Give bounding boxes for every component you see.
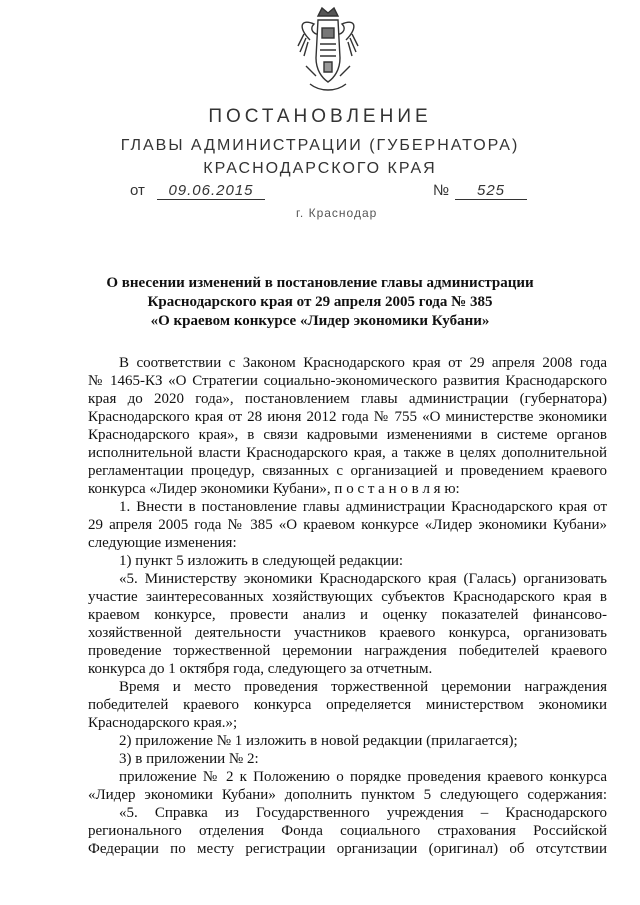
body-line: 1. Внести в постановление главы администрации Краснодарского края от <box>119 499 607 515</box>
body-line: конкурса «Лидер экономики Кубани», п о с т а н о в л я ю: <box>88 481 460 497</box>
document-type-heading: ПОСТАНОВЛЕНИЕ <box>208 106 432 127</box>
issuer-heading: ГЛАВЫ АДМИНИСТРАЦИИ (ГУБЕРНАТОРА) <box>120 137 520 154</box>
body-line: края до 2020 года», постановлением главы администрации (губернатора) <box>88 391 607 407</box>
body-line: регламентации процедур, связанных с организацией и проведением краевого <box>88 463 607 479</box>
body-line: регионального отделения Фонда социального страхования Российской <box>88 823 607 839</box>
body-line: участие заинтересованных хозяйствующих субъектов Краснодарского края в <box>88 589 607 605</box>
coat-of-arms-emblem <box>296 6 360 94</box>
document-title-line: Краснодарского края от 29 апреля 2005 года № 385 <box>147 294 493 310</box>
body-line: 3) в приложении № 2: <box>119 751 259 767</box>
body-line: исполнительной власти Краснодарского края, а также в целях дополнительной <box>88 445 607 461</box>
document-title-line: «О краевом конкурсе «Лидер экономики Кубани» <box>150 313 490 329</box>
document-date: 09.06.2015 <box>157 182 265 200</box>
body-line: хозяйственной деятельности участников краевого конкурса, организовать <box>88 625 607 641</box>
body-line: победителей краевого конкурса определяется министерством экономики <box>88 697 607 713</box>
body-line: № 1465-КЗ «О Стратегии социально-экономического развития Краснодарского <box>88 373 607 389</box>
body-line: следующие изменения: <box>88 535 237 551</box>
body-line: 1) пункт 5 изложить в следующей редакции: <box>119 553 404 569</box>
document-title-line: О внесении изменений в постановление главы администрации <box>106 275 534 291</box>
number-label: № <box>433 182 450 199</box>
document-number: 525 <box>455 182 527 200</box>
body-line: «5. Министерству экономики Краснодарского края (Галась) организовать <box>119 571 607 587</box>
region-heading: КРАСНОДАРСКОГО КРАЯ <box>203 160 437 177</box>
body-line: Время и место проведения торжественной церемонии награждения <box>119 679 607 695</box>
body-line: Краснодарского края», в связи кадровыми изменениями в системе органов <box>88 427 607 443</box>
date-label: от <box>130 182 145 199</box>
body-line: Федерации по месту регистрации организации (оригинал) об отсутствии <box>88 841 607 857</box>
body-line: конкурса до 1 октября года, следующего за отчетным. <box>88 661 433 677</box>
city-label: г. Краснодар <box>296 206 378 220</box>
body-line: краевом конкурсе, провести анализ и оценку показателей финансово- <box>88 607 607 623</box>
body-line: 2) приложение № 1 изложить в новой редакции (прилагается); <box>119 733 518 749</box>
body-line: проведение торжественной церемонии награждения победителей краевого <box>88 643 607 659</box>
body-line: Краснодарского края от 28 июня 2012 года № 755 «О министерстве экономики <box>88 409 607 425</box>
body-line: «Лидер экономики Кубани» дополнить пунктом 5 следующего содержания: <box>88 787 607 803</box>
body-line: «5. Справка из Государственного учреждения – Краснодарского <box>119 805 607 821</box>
body-line: приложение № 2 к Положению о порядке проведения краевого конкурса <box>119 769 607 785</box>
body-line: 29 апреля 2005 года № 385 «О краевом конкурсе «Лидер экономики Кубани» <box>88 517 607 533</box>
body-line: В соответствии с Законом Краснодарского края от 29 апреля 2008 года <box>119 355 607 371</box>
body-line: Краснодарского края.»; <box>88 715 238 731</box>
